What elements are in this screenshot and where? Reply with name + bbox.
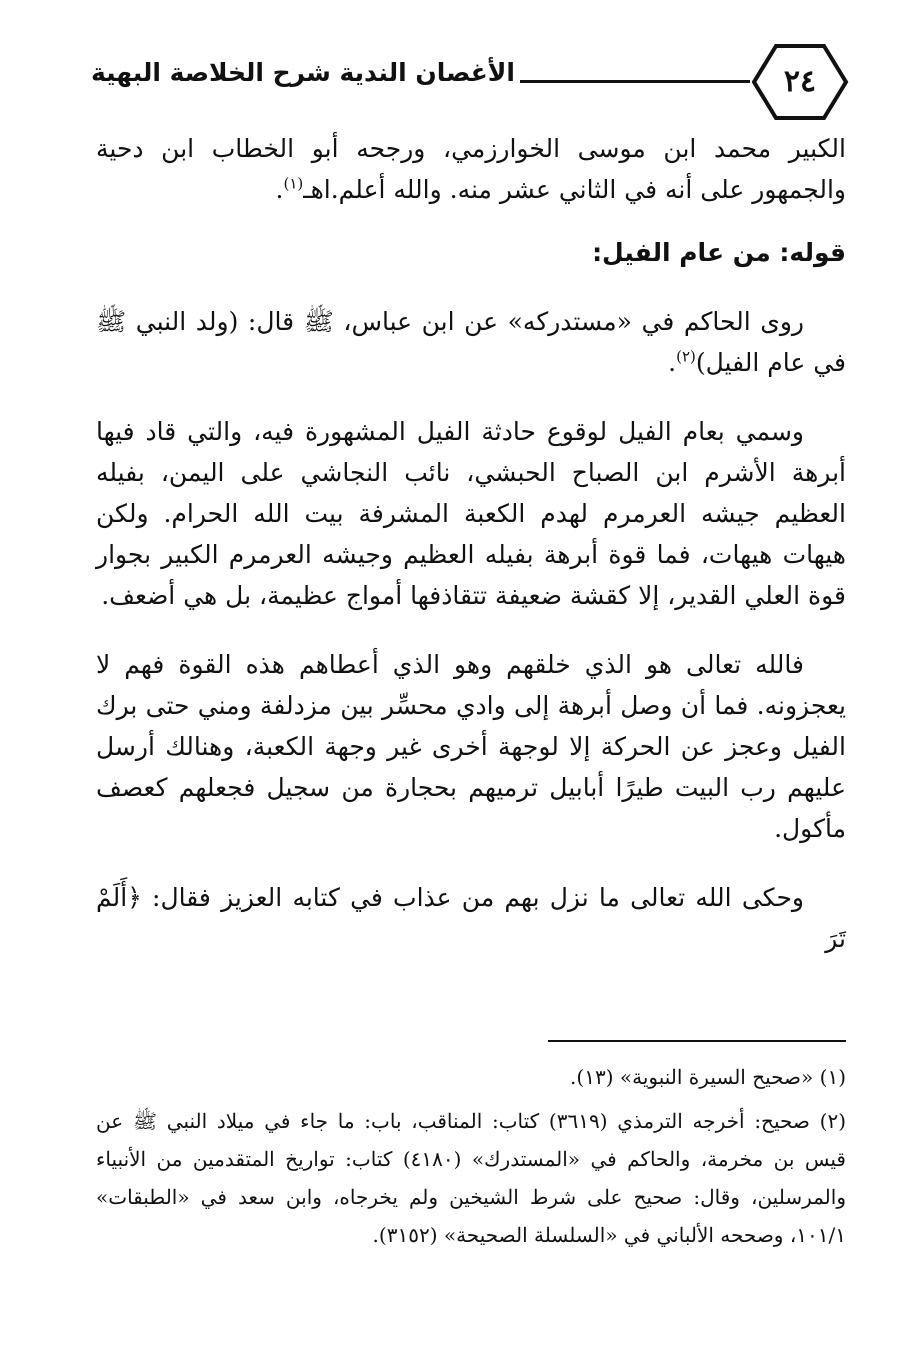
paragraph: فالله تعالى هو الذي خلقهم وهو الذي أعطاهم هذه القوة فهم لا يعجزونه. فما أن وصل أبرهة إلى وادي محسِّر بين مزدلفة ومني حتى برك الفيل وعجز عن الحركة إلا لوجهة أخرى غير وجهة الكعبة، وهنالك أرسل عليهم رب البيت طيرًا أبابيل ترميهم بحجارة من سجيل فجعلهم كعصف مأكول. [96,650,846,843]
paragraph [96,128,846,210]
paragraph: وسمي بعام الفيل لوقوع حادثة الفيل المشهورة فيه، والتي قاد فيها أبرهة الأشرم ابن الصباح الحبشي، نائب النجاشي على اليمن، بفيله العظيم جيشه العرمرم لهدم الكعبة المشرفة بيت الله الحرام. ولكن هيهات هيهات، فما قوة أبرهة بفيله العظيم وجيشه العرمرم الكبير بجوار قوة العلي القدير، إلا كقشة ضعيفة تتقاذفها أمواج عظيمة، بل هي أضعف. [96,417,846,610]
footnote-reference: (٢) [676,347,696,366]
footnote: (١) «صحيح السيرة النبوية» (١٣). [570,1065,846,1089]
footnote: (٢) صحيح: أخرجه الترمذي (٣٦١٩) كتاب: المناقب، باب: ما جاء في ميلاد النبي ﷺ عن قيس بن مخرمة، والحاكم في «المستدرك» (٤١٨٠) كتاب: تواريخ المتقدمين من الأنبياء والمرسلين، وقال: صحيح على شرط الشيخين ولم يخرجاه، وابن سعد في «الطبقات» ١٠١/١، وصححه الألباني في «السلسلة الصحيحة» (٣١٥٢). [96,1109,846,1247]
paragraph-end: . [668,348,677,377]
paragraph: وحكى الله تعالى ما نزل بهم من عذاب في كتابه العزيز فقال: ﴿أَلَمْ تَرَ [96,883,846,953]
paragraph [96,301,846,383]
main-text [96,128,846,987]
paragraph-text: روى الحاكم في «مستدركه» عن ابن عباس، ﷺ قال: (ولد النبي ﷺ في عام الفيل) [96,307,846,377]
paragraph-text: الكبير محمد ابن موسى الخوارزمي، ورجحه أبو الخطاب ابن دحية والجمهور على أنه في الثاني عشر منه. والله أعلم.اهـ [96,134,846,204]
page-number: ٢٤ [783,64,817,99]
paragraph-end: . [275,175,284,204]
page-number-badge [750,42,850,122]
footnotes [96,1058,846,1260]
section-heading: قوله: من عام الفيل: [592,238,846,267]
running-title: الأغصان الندية شرح الخلاصة البهية [90,58,515,87]
footnote-reference: (١) [283,174,304,193]
page-header [90,42,850,122]
footnote-separator [548,1040,846,1042]
header-rule [520,80,750,83]
